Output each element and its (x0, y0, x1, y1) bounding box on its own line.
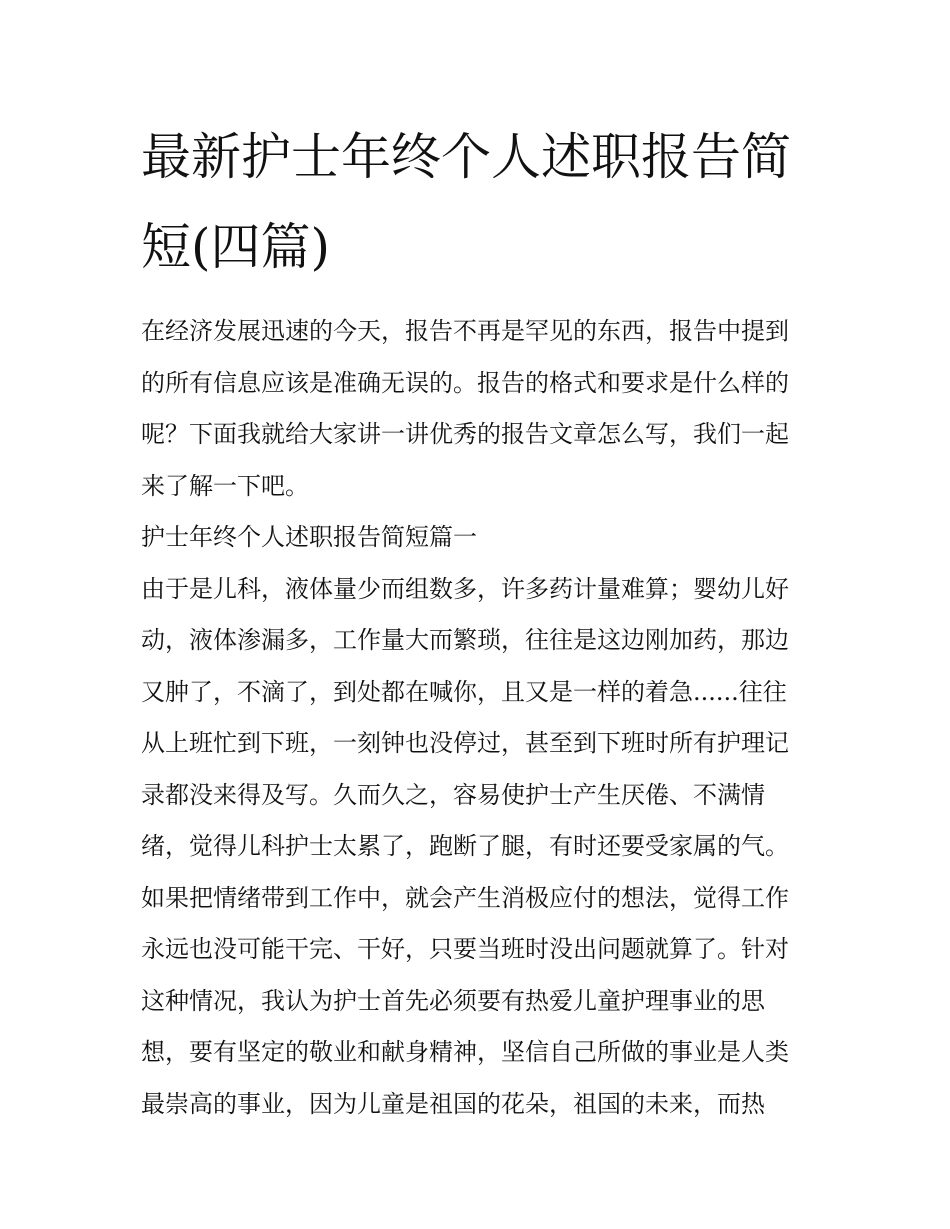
intro-line: 来了解一下吧。 (141, 471, 309, 500)
section-line: 最崇高的事业，因为儿童是祖国的花朵，祖国的未来，而热 (141, 1089, 765, 1118)
document-content (141, 112, 813, 1130)
section-line: 想，要有坚定的敬业和献身精神，坚信自己所做的事业是人类 (141, 1038, 789, 1066)
section-line: 永远也没可能干完、干好，只要当班时没出问题就算了。针对 (141, 935, 789, 963)
intro-line: 的所有信息应该是准确无误的。报告的格式和要求是什么样的 (141, 368, 789, 397)
section-line: 动，液体渗漏多，工作量大而繁琐，往往是这边刚加药，那边 (141, 626, 789, 654)
section-line: 如果把情绪带到工作中，就会产生消极应付的想法，觉得工作 (141, 883, 789, 912)
intro-paragraph (141, 306, 813, 512)
title-line: 最新护士年终个人述职报告简 (141, 128, 791, 186)
section-line: 由于是儿科，液体量少而组数多，许多药计量难算；婴幼儿好 (141, 574, 789, 603)
section-line: 绪，觉得儿科护士太累了，跑断了腿，有时还要受家属的气。 (141, 832, 789, 860)
section-line: 录都没来得及写。久而久之，容易使护士产生厌倦、不满情 (141, 780, 765, 809)
section-line: 又肿了，不滴了，到处都在喊你，且又是一样的着急......往往 (141, 677, 787, 706)
intro-line: 在经济发展迅速的今天，报告不再是罕见的东西，报告中提到 (141, 317, 789, 345)
title-line: 短(四篇) (141, 218, 331, 276)
section-heading: 护士年终个人述职报告简短篇一 (141, 523, 477, 551)
section-line: 从上班忙到下班，一刻钟也没停过，甚至到下班时所有护理记 (141, 729, 789, 757)
section-line: 这种情况，我认为护士首先必须要有热爱儿童护理事业的思 (141, 986, 765, 1015)
intro-line: 呢？下面我就给大家讲一讲优秀的报告文章怎么写，我们一起 (141, 420, 789, 448)
document-title (141, 112, 813, 292)
section-paragraph (141, 564, 813, 1131)
